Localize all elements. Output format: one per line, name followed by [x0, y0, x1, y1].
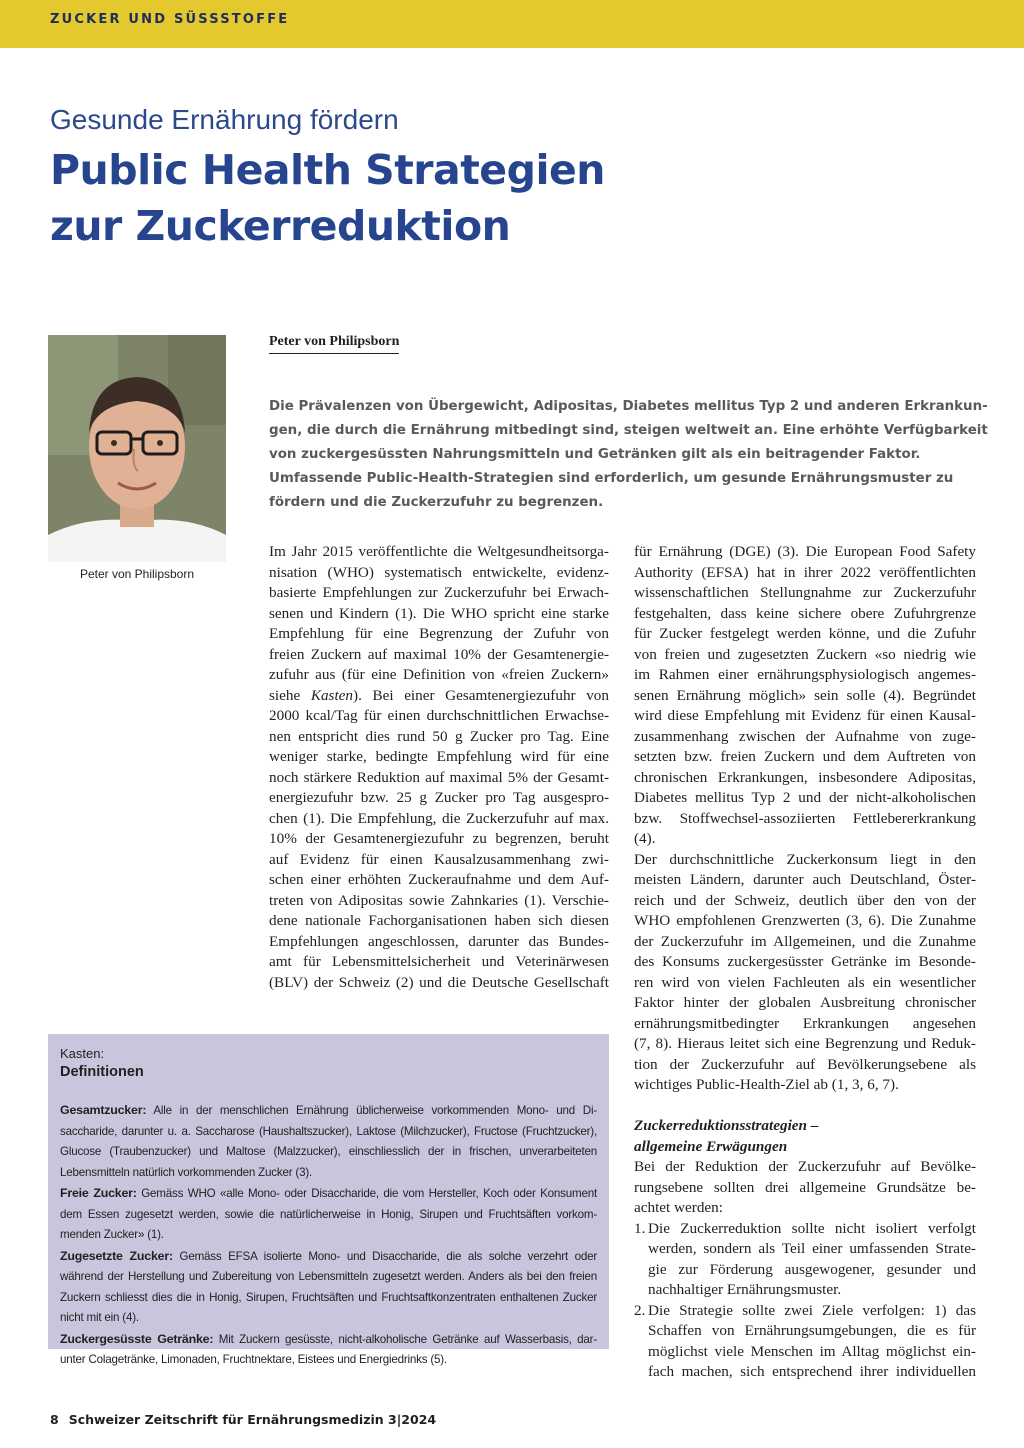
text-line: energiezufuhr bzw. 25 g Zucker pro Tag ausgespro-: [269, 789, 609, 806]
text-line: Faktor hinter der globalen Ausbreitung chronischer: [634, 994, 976, 1011]
text-line: für Zucker festgelegt werden könne, und die Zufuhr: [634, 625, 976, 642]
definition-term: Gesamtzucker:: [60, 1103, 147, 1117]
text-line: weniger starke, bedingte Empfehlung wird für eine: [269, 748, 609, 765]
text-line: auf Evidenz für einen Kausalzusammenhang zwi-: [269, 850, 609, 868]
list-number: 1.: [634, 1219, 646, 1237]
list-item-line: [634, 1219, 976, 1240]
list-item-text: Die Zuckerreduktion sollte nicht isoliert verfolgt: [648, 1219, 976, 1237]
text-line: basierte Empfehlungen zur Zuckerzufuhr bei Erwach-: [269, 584, 609, 601]
text-line: allgemeine Erwägungen: [634, 1137, 788, 1155]
list-item-line: [634, 1260, 976, 1281]
text-line: chronischen Erkrankungen, insbesondere Adipositas,: [634, 768, 976, 786]
text-line: (7, 8). Hieraus leitet sich eine Begrenzung und Reduk-: [634, 1035, 976, 1052]
list-item-line: [634, 1342, 976, 1363]
text-line: von freien und zugesetzten Zuckern «so niedrig wie: [634, 645, 976, 663]
text-line: siehe Kasten). Bei einer Gesamtenergiezufuhr von: [269, 686, 609, 704]
text-line: Empfehlung für eine Begrenzung der Zufuhr von: [269, 625, 609, 642]
author-name: Peter von Philipsborn: [269, 334, 399, 354]
article-title-line: zur Zuckerreduktion: [50, 202, 511, 250]
body-column-2: [634, 542, 976, 1383]
author-photo: [48, 335, 226, 562]
definition-line: dem Essen zugesetzt werden, sowie die natürlicherweise in Honig, Sirupen und Fruchtsäften vorkom-: [60, 1207, 597, 1221]
abstract-line: fördern und die Zuckerzufuhr zu begrenzen.: [269, 495, 604, 510]
text-line: rungsebene sollten drei allgemeine Grundsätze be-: [634, 1178, 976, 1196]
text-line: schen einer erhöhten Zuckeraufnahme und dem Auf-: [269, 871, 609, 888]
text-line: senen und Kindern (1). Die WHO spricht eine starke: [269, 604, 609, 622]
definition-line: saccharide, darunter u. a. Saccharose (Haushaltszucker), Laktose (Milchzucker), Fructose (Fruchtzucker),: [60, 1124, 597, 1138]
article-kicker: Gesunde Ernährung fördern: [50, 104, 399, 135]
text-line: tion der Zuckerzufuhr auf Bevölkerungsebene als: [634, 1055, 976, 1073]
list-item-line: [634, 1321, 976, 1342]
definition-line: Zuckergesüsste Getränke: Mit Zuckern gesüsste, nicht-alkoholische Getränke auf Wasserbasis, dar-: [60, 1331, 597, 1346]
definition-term: Freie Zucker:: [60, 1186, 137, 1200]
definition-line: Gesamtzucker: Alle in der menschlichen Ernährung üblicherweise vorkommenden Mono- und Di-: [60, 1103, 597, 1117]
definition-term: Zuckergesüsste Getränke:: [60, 1331, 214, 1346]
list-item-text: Die Strategie sollte zwei Ziele verfolgen: 1) das: [648, 1301, 976, 1319]
definition-line: Zugesetzte Zucker: Gemäss EFSA isolierte Mono- und Disaccharide, die als solche verzehrt oder: [60, 1248, 597, 1263]
list-item-text: fach machen, sich entsprechend ihrer individuellen: [648, 1363, 976, 1380]
list-item-line: [634, 1301, 976, 1322]
text-line: (BLV) der Schweiz (2) und die Deutsche Gesellschaft: [269, 973, 609, 991]
text-line: setzten bzw. freien Zuckern und dem Auftreten von: [634, 748, 976, 765]
text-line: für Ernährung (DGE) (3). Die European Food Safety: [634, 543, 976, 560]
text-line: wird diese Empfehlung mit Evidenz für einen Kausal-: [634, 707, 976, 724]
definitions-box: [48, 1034, 609, 1366]
text-line: treten von Adipositas sowie Zahnkaries (1). Verschie-: [269, 891, 609, 909]
definition-line: unter Colagetränke, Limonaden, Fruchtnektare, Eistees und Energiedrinks (5).: [60, 1353, 447, 1366]
journal-name: Schweizer Zeitschrift für Ernährungsmedizin 3|2024: [68, 1412, 437, 1427]
text-line: Bei der Reduktion der Zuckerzufuhr auf Bevölke-: [634, 1158, 976, 1175]
text-line: wichtiges Public-Health-Ziel ab (1, 3, 6, 7).: [634, 1076, 899, 1093]
text-line: Zuckerreduktionsstrategien –: [634, 1117, 819, 1134]
text-line: zusammenhang zwischen der Aufnahme von zuge-: [634, 727, 976, 745]
text-line: 10% der Gesamtenergiezufuhr zu begrenzen, beruht: [269, 830, 609, 847]
abstract-line: Umfassende Public-Health-Strategien sind erforderlich, um gesunde Ernährungsmuster zu: [269, 471, 954, 486]
text-line: festgehalten, dass keine sichere obere Zufuhrgrenze: [634, 604, 976, 622]
text-line: Diabetes mellitus Typ 2 und der nicht-alkoholischen: [634, 789, 976, 806]
definition-line: Freie Zucker: Gemäss WHO «alle Mono- oder Disaccharide, die vom Hersteller, Koch oder Konsument: [60, 1186, 597, 1200]
article-title: [50, 142, 950, 254]
photo-caption: Peter von Philipsborn: [79, 567, 195, 581]
list-number: 2.: [634, 1301, 646, 1319]
text-line: nen entspricht dies rund 50 g Zucker pro Tag. Eine: [269, 727, 609, 745]
emphasis: Kasten: [310, 686, 354, 704]
abstract-line: von zuckergesüssten Nahrungsmitteln und Getränken gilt als ein beitragender Faktor.: [269, 447, 921, 462]
text-line: des Konsums zuckergesüsster Getränke im Besonde-: [634, 953, 976, 970]
definition-line: Lebensmitteln natürlich vorkommenden Zucker (3).: [60, 1165, 313, 1179]
definition-line: nicht mit ein (4).: [60, 1311, 139, 1324]
text-line: bzw. Stoffwechsel-assoziierten Fettlebererkrankung: [634, 809, 976, 827]
text-line: Empfehlungen angeschlossen, darunter das Bundes-: [269, 932, 609, 950]
body-column-1: [269, 542, 609, 993]
box-title: Definitionen: [60, 1064, 144, 1080]
abstract-line: Die Prävalenzen von Übergewicht, Adipositas, Diabetes mellitus Typ 2 und anderen Erkrankun-: [269, 399, 988, 414]
article-abstract: [269, 395, 988, 515]
section-header-bar: [0, 0, 1024, 48]
list-item-text: nachhaltiger Ernährungsmuster.: [648, 1281, 842, 1298]
text-line: reich und der Schweiz, deutlich über den von der: [634, 891, 976, 909]
text-line: meisten Ländern, darunter auch Deutschland, Öster-: [634, 871, 976, 888]
text-line: 2000 kcal/Tag für einen durchschnittlichen Erwachse-: [269, 707, 609, 724]
text-line: Im Jahr 2015 veröffentlichte die Weltgesundheitsorga-: [269, 543, 609, 560]
text-line: (4).: [634, 830, 656, 847]
list-item-text: Schaffen von Ernährungsumgebungen, die es für: [648, 1322, 976, 1339]
list-item-text: möglichst viele Menschen im Alltag möglichst ein-: [648, 1342, 976, 1360]
text-line: Der durchschnittliche Zuckerkonsum liegt in den: [634, 850, 976, 868]
text-line: chen (1). Die Empfehlung, die Zuckerzufuhr auf max.: [269, 809, 609, 827]
text-line: freien Zuckern auf maximal 10% der Gesamtenergie-: [269, 645, 609, 663]
definition-line: Glucose (Traubenzucker) und Maltose (Malzzucker), einschliesslich der in frischen, unverarbeiteten: [60, 1145, 597, 1158]
text-line: im Rahmen einer ernährungsphysiologisch angemes-: [634, 666, 976, 683]
definition-term: Zugesetzte Zucker:: [60, 1248, 173, 1263]
abstract-line: gen, die durch die Ernährung mitbedingt sind, steigen weltweit an. Eine erhöhte Verfügbarkeit: [269, 423, 988, 438]
text-line: nisation (WHO) systematisch entwickelte, evidenz-: [269, 563, 609, 581]
text-line: ren wird von vielen Fachleuten als ein wesentlicher: [634, 973, 976, 991]
text-line: dene nationale Fachorganisationen haben sich diesen: [269, 912, 609, 929]
text-line: zufuhr aus (für eine Definition von «freien Zuckern»: [269, 666, 609, 683]
box-label: Kasten:: [60, 1046, 105, 1061]
text-line: amt für Lebensmittelsicherheit und Veterinärwesen: [269, 953, 609, 970]
list-item-line: [634, 1280, 976, 1301]
text-line: noch stärkere Reduktion auf maximal 5% der Gesamt-: [269, 768, 609, 786]
list-item-text: gie zur Förderung ausgewogener, gesunder und: [648, 1260, 976, 1278]
text-line: WHO empfohlenen Grenzwerten (3, 6). Die Zunahme: [634, 912, 976, 929]
list-item-line: [634, 1362, 976, 1383]
text-line: ernährungsmitbedingter Erkrankungen angesehen: [634, 1014, 976, 1032]
page-footer: [50, 1412, 436, 1427]
text-line: wissenschaftlichen Stellungnahme zur Zuckerzufuhr: [634, 584, 976, 601]
spacer: [634, 1096, 976, 1117]
section-label: ZUCKER UND SÜSSSTOFFE: [50, 12, 290, 27]
text-line: der Zuckerzufuhr im Allgemeinen, und die Zunahme: [634, 932, 976, 950]
text-line: senen Ernährung möglich» sein solle (4). Begründet: [634, 686, 976, 704]
definition-line: menden Zucker» (1).: [60, 1228, 164, 1241]
box-body: [60, 1100, 597, 1371]
page-number: 8: [50, 1412, 59, 1427]
list-item-line: [634, 1239, 976, 1260]
definition-line: während der Herstellung und Zubereitung von Lebensmitteln zugesetzt werden. Anders als bei den freien: [60, 1270, 597, 1283]
text-line: Authority (EFSA) hat in ihrer 2022 veröffentlichten: [634, 563, 976, 581]
article-title-line: Public Health Strategien: [50, 146, 605, 194]
definition-line: Zuckern schliesst dies die in Honig, Sirupen, Fruchtsäften und Fruchtsaftkonzentraten enthaltenen Zucker: [60, 1290, 597, 1304]
text-line: achtet werden:: [634, 1199, 723, 1216]
list-item-text: werden, sondern als Teil einer umfassenden Strate-: [648, 1240, 976, 1257]
